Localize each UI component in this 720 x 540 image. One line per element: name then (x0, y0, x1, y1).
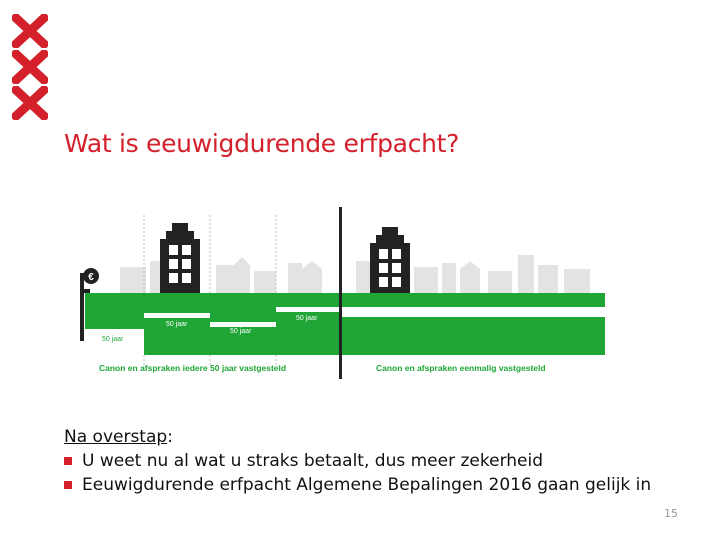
erfpacht-illustration (80, 205, 610, 380)
bullet-square-icon (64, 481, 72, 489)
slide-title: Wat is eeuwigdurende erfpacht? (64, 129, 460, 158)
x-cross-icon (12, 86, 48, 120)
bullet-text: U weet nu al wat u straks betaalt, dus meer zekerheid (82, 451, 544, 471)
caption-left: Canon en afspraken iedere 50 jaar vastgesteld (99, 363, 287, 373)
body-text (64, 425, 704, 497)
period-label: 50 jaar (230, 328, 252, 335)
bullet-item (64, 449, 704, 473)
green-ground-band (85, 293, 605, 355)
x-cross-icon (12, 14, 48, 48)
bullet-text: Eeuwigdurende erfpacht Algemene Bepalingen 2016 gaan gelijk in (82, 475, 652, 495)
x-cross-icon (12, 50, 48, 84)
body-heading-colon: : (167, 427, 173, 447)
euro-symbol: € (88, 272, 94, 283)
body-heading-text: Na overstap (64, 427, 168, 447)
caption-right: Canon en afspraken eenmalig vastgesteld (376, 363, 546, 373)
bullet-item (64, 473, 704, 497)
period-label: 50 jaar (296, 315, 318, 322)
scheme-divider (339, 207, 342, 379)
body-heading (64, 425, 704, 449)
bullet-list (64, 449, 704, 497)
canon-bars (85, 293, 605, 355)
bullet-square-icon (64, 457, 72, 465)
period-label: 50 jaar (166, 321, 188, 328)
period-label: 50 jaar (102, 336, 124, 343)
canal-house-right (370, 227, 410, 293)
amsterdam-xxx-logo (12, 14, 52, 122)
canal-house-left (160, 223, 200, 293)
page-number: 15 (664, 507, 678, 520)
